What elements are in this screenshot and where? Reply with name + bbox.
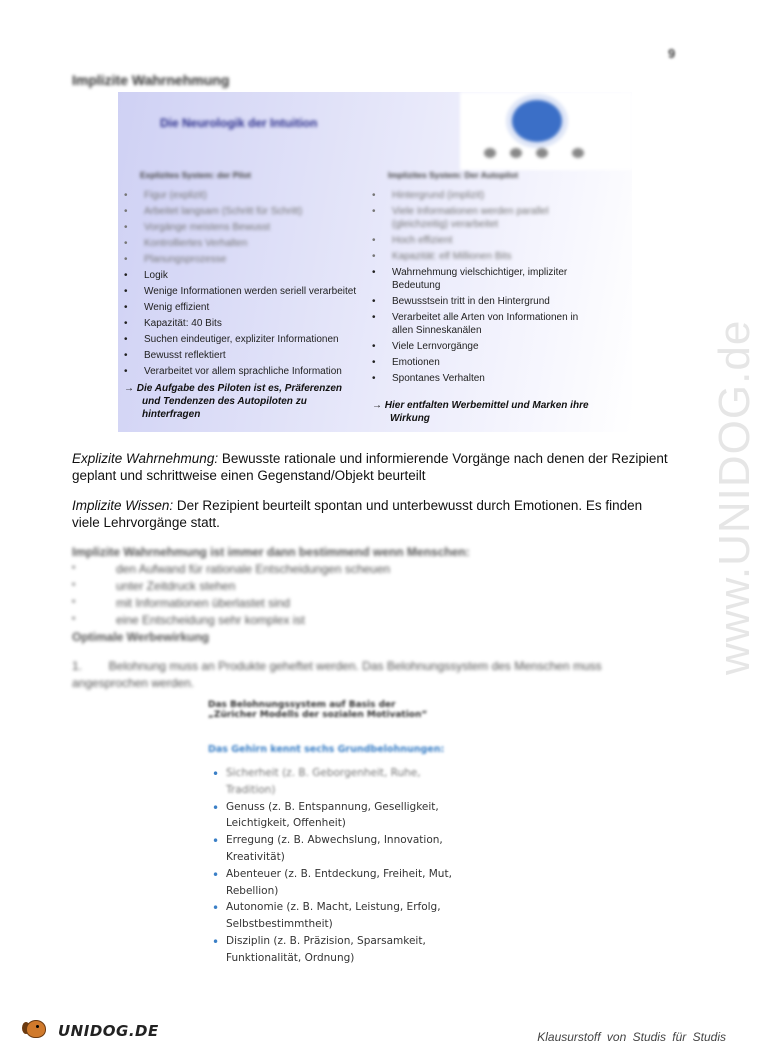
list-item: • Bewusst reflektiert xyxy=(122,349,362,362)
autopilot-column xyxy=(370,170,600,425)
list-item: • Sicherheit (z. B. Geborgenheit, Ruhe, Tradition) xyxy=(208,765,478,799)
definition-explicit: Bewusste rationale und informierende Vorgänge nach denen der Rezipient geplant und schrittweise einen Gegenstand/Objekt beurteilt xyxy=(72,451,668,484)
list-item: • Autonomie (z. B. Macht, Leistung, Erfolg, Selbstbestimmtheit) xyxy=(208,899,478,933)
list-item: • Viele Informationen werden parallel (gleichzeitig) verarbeitet xyxy=(370,205,600,231)
list-item: • Verarbeitet alle Arten von Informationen in allen Sinneskanälen xyxy=(370,311,600,337)
footer-tagline: Klausurstoff von Studis für Studis xyxy=(537,1030,726,1044)
logo-text: UNIDOG.DE xyxy=(58,1022,159,1040)
term-explicit: Explizite Wahrnehmung: xyxy=(72,451,219,466)
list-item: • Suchen eindeutiger, expliziter Informationen xyxy=(122,333,362,346)
list-item: • Bewusstsein tritt in den Hintergrund xyxy=(370,295,600,308)
paragraph-implicit xyxy=(72,497,672,532)
autopilot-heading: Implizites System: Der Autopilot xyxy=(388,170,519,180)
list-item: ▪ mit Informationen überlastet sind xyxy=(72,595,662,612)
unidog-logo[interactable] xyxy=(22,1018,159,1044)
reward-system-image xyxy=(208,700,478,967)
watermark: www.UNIDOG.de xyxy=(710,319,759,675)
reward-title-1: Das Belohnungssystem auf Basis der xyxy=(208,700,396,710)
term-implicit: Implizite Wissen: xyxy=(72,498,174,513)
list-item: • Logik xyxy=(122,269,362,282)
list-item: • Planungsprozesse xyxy=(122,253,362,266)
slide-title: Die Neurologik der Intuition xyxy=(160,116,318,130)
dog-icon xyxy=(22,1018,52,1044)
blurred-numbered-paragraph: 1. Belohnung muss an Produkte geheftet werden. Das Belohnungssystem des Menschen muss angesprochen werden. xyxy=(72,659,605,691)
list-item: • Emotionen xyxy=(370,356,600,369)
list-item: • Kapazität: 40 Bits xyxy=(122,317,362,330)
list-item: • Hoch effizient xyxy=(370,234,600,247)
blurred-heading: Implizite Wahrnehmung ist immer dann bestimmend wenn Menschen: xyxy=(72,545,470,559)
list-item: • Viele Lernvorgänge xyxy=(370,340,600,353)
slide-image xyxy=(118,92,632,432)
reward-subtitle: Das Gehirn kennt sechs Grundbelohnungen: xyxy=(208,744,445,755)
list-item: • Wahrnehmung vielschichtiger, impliziter Bedeutung xyxy=(370,266,600,292)
list-item: ▪ unter Zeitdruck stehen xyxy=(72,578,662,595)
pilot-column xyxy=(122,170,362,421)
list-item: • Disziplin (z. B. Präzision, Sparsamkeit, Funktionalität, Ordnung) xyxy=(208,933,478,967)
pilot-note: → Die Aufgabe des Piloten ist es, Präferenzen und Tendenzen des Autopiloten zu hinterfragen xyxy=(124,383,343,421)
list-item: • Kapazität: elf Millionen Bits xyxy=(370,250,600,263)
section-heading-implicit: Implizite Wahrnehmung xyxy=(72,72,230,88)
definition-implicit: Der Rezipient beurteilt spontan und unterbewusst durch Emotionen. Es finden viele Lehrvorgänge statt. xyxy=(72,498,643,531)
reward-title-2: „Züricher Modells der sozialen Motivation“ xyxy=(208,710,428,720)
brain-diagram-icon xyxy=(460,92,632,170)
blurred-heading-2: Optimale Werbewirkung xyxy=(72,630,210,645)
list-item: ▪ eine Entscheidung sehr komplex ist xyxy=(72,612,662,629)
list-item: • Spontanes Verhalten xyxy=(370,372,600,385)
list-item: • Wenige Informationen werden seriell verarbeitet xyxy=(122,285,362,298)
list-item: • Genuss (z. B. Entspannung, Geselligkeit, Leichtigkeit, Offenheit) xyxy=(208,799,478,833)
list-item: • Kontrolliertes Verhalten xyxy=(122,237,362,250)
list-item: ▪ den Aufwand für rationale Entscheidungen scheuen xyxy=(72,561,662,578)
page-number: 9 xyxy=(668,46,676,61)
list-item: • Hintergrund (implizit) xyxy=(370,189,600,202)
list-item: • Abenteuer (z. B. Entdeckung, Freiheit, Mut, Rebellion) xyxy=(208,866,478,900)
paragraph-explicit xyxy=(72,450,672,485)
list-item: • Arbeitet langsam (Schritt für Schritt) xyxy=(122,205,362,218)
list-item: • Wenig effizient xyxy=(122,301,362,314)
list-item: • Verarbeitet vor allem sprachliche Information xyxy=(122,365,362,378)
blurred-section xyxy=(72,544,662,692)
pilot-heading: Explizites System: der Pilot xyxy=(140,170,252,180)
list-item: • Vorgänge meistens Bewusst xyxy=(122,221,362,234)
list-item: • Figur (explizit) xyxy=(122,189,362,202)
list-item: • Erregung (z. B. Abwechslung, Innovation, Kreativität) xyxy=(208,832,478,866)
autopilot-note: → Hier entfalten Werbemittel und Marken ihre Wirkung xyxy=(372,400,589,425)
